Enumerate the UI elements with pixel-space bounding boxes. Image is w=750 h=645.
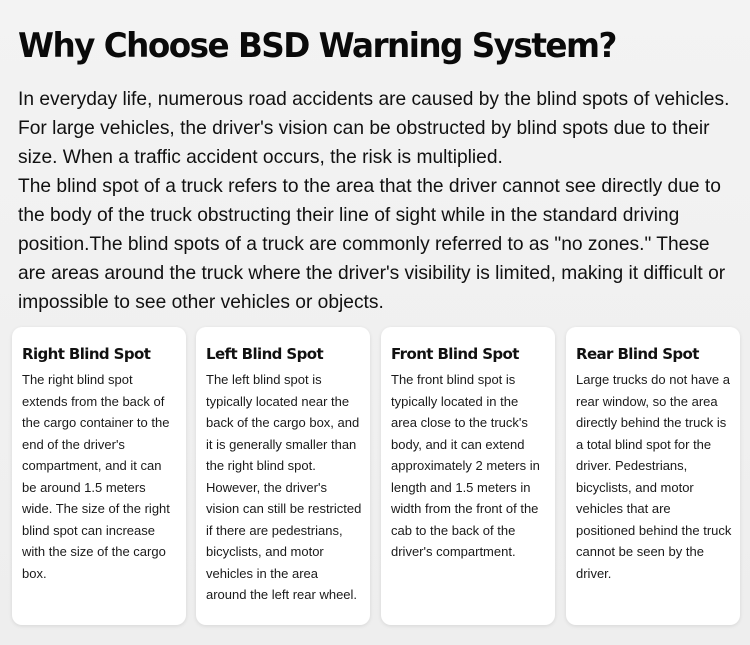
card-title: Front Blind Spot — [391, 345, 519, 363]
card-title: Right Blind Spot — [22, 345, 151, 363]
card-description: The left blind spot is typically located near the back of the cargo box, and it is generally smaller than the right blind spot. However, the driver's vision can still be restricted if there are pedestrians, bicyclists, and motor vehicles in the area around the left rear wheel. — [206, 372, 362, 602]
blind-spot-cards — [12, 327, 740, 625]
intro-paragraph-2: The blind spot of a truck refers to the area that the driver cannot see directly due to the body of the truck obstructing their line of sight while in the standard driving position.The blind spots of a truck are commonly referred to as "no zones." These are areas around the truck where the driver's visibility is limited, making it difficult or impossible to see other vehicles or objects. — [18, 176, 726, 313]
card-front-blind-spot — [381, 327, 555, 625]
card-description: The front blind spot is typically located in the area close to the truck's body, and it can extend approximately 2 meters in length and 1.5 meters in width from the front of the cab to the back of the driver's compartment. — [391, 372, 540, 559]
card-description: The right blind spot extends from the back of the cargo container to the end of the driver's compartment, and it can be around 1.5 meters wide. The size of the right blind spot can increase with the size of the cargo box. — [22, 372, 170, 581]
page-title: Why Choose BSD Warning System? — [18, 26, 616, 66]
card-title: Left Blind Spot — [206, 345, 324, 363]
card-title: Rear Blind Spot — [576, 345, 699, 363]
intro-text — [18, 85, 738, 317]
intro-paragraph-1: In everyday life, numerous road accidents are caused by the blind spots of vehicles. For large vehicles, the driver's vision can be obstructed by blind spots due to their size. When a traffic accident occurs, the risk is multiplied. — [18, 89, 730, 168]
card-right-blind-spot — [12, 327, 186, 625]
card-left-blind-spot — [196, 327, 370, 625]
card-rear-blind-spot — [566, 327, 740, 625]
card-description: Large trucks do not have a rear window, so the area directly behind the truck is a total blind spot for the driver. Pedestrians, bicyclists, and motor vehicles that are positioned behind the truck cannot be seen by the driver. — [576, 372, 732, 581]
